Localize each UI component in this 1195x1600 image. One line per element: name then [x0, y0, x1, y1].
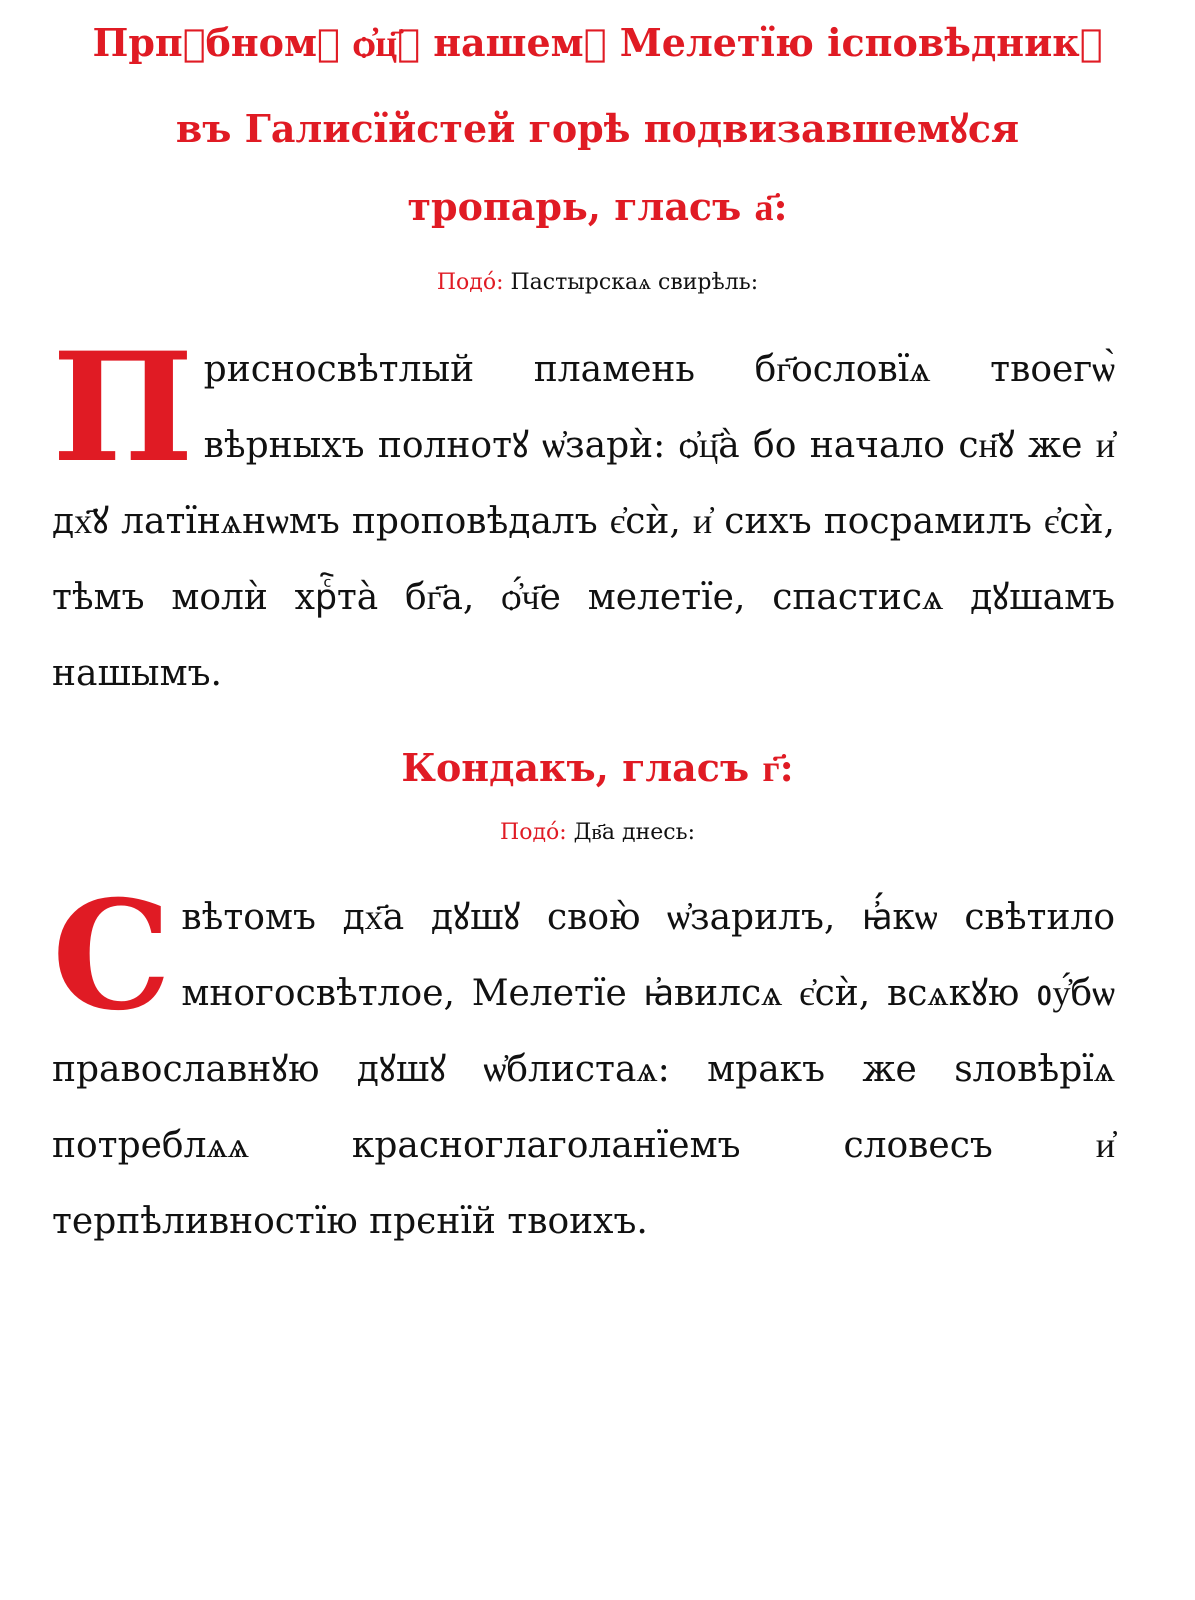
kontakion-text: вѣтомъ дх҃а дꙋшꙋ свою̀ ѡ҆зарилъ, ꙗ҆́кѡ свѣтило многосвѣтлое, Мелетїе ꙗ҆вилсѧ є҆сѝ, всѧкꙋю ᲂу҆́бѡ православнꙋю дꙋшꙋ ѡ҆блистаѧ: мракъ же ѕловѣрїѧ потреблѧѧ краснoглаголанїемъ словесъ и҆ терпѣливностїю прєнїй твоихъ. — [52, 897, 1115, 1242]
kontakion-heading: Кондакъ, гласъ г҃: — [401, 745, 794, 790]
melody-text: Пастырскаѧ свирѣль: — [510, 270, 759, 295]
melody-text: Дв҃а днесь: — [573, 820, 695, 845]
melody-prefix: Подо́: — [500, 820, 567, 845]
troparion-drop-cap: П — [52, 320, 194, 496]
troparion-text-block — [52, 320, 1115, 712]
kontakion-melody — [0, 818, 1195, 848]
kontakion-drop-cap: С — [52, 868, 172, 1044]
header-title-line-2: въ Галисїйстей горѣ подвизавшемꙋся — [175, 106, 1020, 151]
troparion-melody — [0, 268, 1195, 298]
kontakion-text-block — [52, 868, 1115, 1260]
melody-prefix: Подо́: — [436, 270, 504, 295]
header-title-line-1: Прпⷣбномꙋ ѻ҆ц҃ꙋ нашемꙋ Мелетїю ісповѣдникꙋ — [92, 20, 1103, 65]
troparion-text: рисносвѣтлый пламень бг҃ословїѧ твоегѡ̀ вѣрныхъ полнотꙋ ѡ҆зарѝ: ѻ҆ц҃а̀ бо начало сн҃ꙋ же и҆ дх҃ꙋ латїнѧнѡмъ проповѣдалъ є҆сѝ, и҆ сихъ посрамилъ є҆сѝ, тѣмъ молѝ хрⷭ҇та̀ бг҃а, ѻ҆́ч҃е мелетїе, спастисѧ дꙋшамъ нашымъ. — [52, 349, 1115, 694]
troparion-heading: тропарь, гласъ а҃: — [407, 184, 788, 229]
